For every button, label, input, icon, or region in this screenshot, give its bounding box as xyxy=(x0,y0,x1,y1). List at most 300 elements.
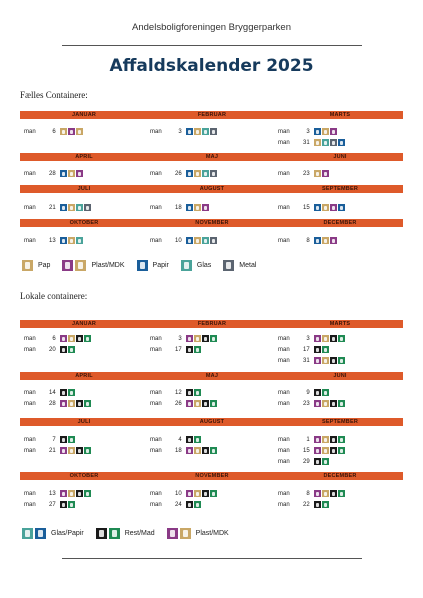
weekday: man xyxy=(278,237,290,244)
weekday: man xyxy=(278,139,290,146)
pap-icon xyxy=(194,490,201,497)
date: 3 xyxy=(306,335,310,342)
date: 9 xyxy=(306,389,310,396)
glas-papir-icon xyxy=(322,501,329,508)
plast-icon xyxy=(314,436,321,443)
date: 15 xyxy=(302,447,310,454)
pickup-entry xyxy=(24,127,84,136)
pap-icon xyxy=(68,204,75,211)
month-label: SEPTEMBER xyxy=(321,419,359,425)
glas-icon xyxy=(202,128,209,135)
shared-legend xyxy=(22,260,268,271)
date: 20 xyxy=(48,346,56,353)
date: 24 xyxy=(174,501,182,508)
rest-icon xyxy=(186,436,193,443)
plast-icon xyxy=(60,400,67,407)
pickup-entry xyxy=(150,127,218,136)
papir-icon xyxy=(60,170,67,177)
pickup-entry xyxy=(278,334,346,343)
pap-icon xyxy=(22,260,33,271)
plast-icon xyxy=(314,447,321,454)
plast-icon xyxy=(314,335,321,342)
rest-icon xyxy=(186,501,193,508)
weekday: man xyxy=(278,458,290,465)
weekday: man xyxy=(24,389,36,396)
weekday: man xyxy=(278,204,290,211)
glas-papir-icon xyxy=(338,447,345,454)
pickup-entry xyxy=(150,435,202,444)
weekday: man xyxy=(150,400,162,407)
pickup-entry xyxy=(150,236,218,245)
date: 3 xyxy=(306,128,310,135)
glas-papir-icon xyxy=(68,346,75,353)
glas-papir-icon xyxy=(338,490,345,497)
rest-icon xyxy=(76,400,83,407)
metal-icon xyxy=(84,204,91,211)
pickup-entry xyxy=(150,489,218,498)
local-band-row2 xyxy=(20,372,403,380)
legend-label: Glas/Papir xyxy=(51,530,84,537)
date: 17 xyxy=(174,346,182,353)
papir-icon xyxy=(35,528,46,539)
weekday: man xyxy=(278,357,290,364)
pickup-entry xyxy=(278,457,330,466)
papir-icon xyxy=(338,204,345,211)
weekday: man xyxy=(278,335,290,342)
date: 23 xyxy=(302,400,310,407)
pickup-entry xyxy=(278,399,346,408)
pap-icon xyxy=(76,128,83,135)
rest-icon xyxy=(314,458,321,465)
month-label: AUGUST xyxy=(199,419,225,425)
date: 6 xyxy=(52,335,56,342)
month-label: MAJ xyxy=(205,154,219,160)
pickup-entry xyxy=(278,388,330,397)
plast-icon xyxy=(167,528,178,539)
weekday: man xyxy=(278,490,290,497)
glas-papir-icon xyxy=(338,357,345,364)
legend-label: Plast/MDK xyxy=(91,262,125,269)
pap-icon xyxy=(194,128,201,135)
pickup-entry xyxy=(150,203,210,212)
plast-icon xyxy=(330,204,337,211)
metal-icon xyxy=(210,170,217,177)
bottom-divider xyxy=(62,558,362,559)
legend-label: Glas xyxy=(196,262,212,269)
month-label: JANUAR xyxy=(71,321,97,327)
metal-icon xyxy=(210,237,217,244)
weekday: man xyxy=(24,237,36,244)
glas-papir-icon xyxy=(210,400,217,407)
date: 21 xyxy=(48,447,56,454)
pickup-entry xyxy=(278,138,346,147)
month-label: JANUAR xyxy=(71,112,97,118)
weekday: man xyxy=(24,346,36,353)
org-name: Andelsboligforeningen Bryggerparken xyxy=(132,22,291,33)
papir-icon xyxy=(60,204,67,211)
month-label: JUNI xyxy=(333,373,347,379)
plast-icon xyxy=(186,335,193,342)
papir-icon xyxy=(186,237,193,244)
weekday: man xyxy=(24,447,36,454)
pap-icon xyxy=(68,335,75,342)
glas-papir-icon xyxy=(194,346,201,353)
date: 17 xyxy=(302,346,310,353)
glas-icon xyxy=(76,237,83,244)
rest-icon xyxy=(60,346,67,353)
plast-icon xyxy=(330,128,337,135)
glas-papir-icon xyxy=(68,436,75,443)
weekday: man xyxy=(24,204,36,211)
rest-icon xyxy=(330,400,337,407)
pap-icon xyxy=(322,335,329,342)
pap-icon xyxy=(180,528,191,539)
pickup-entry xyxy=(24,345,76,354)
weekday: man xyxy=(150,389,162,396)
glas-papir-icon xyxy=(322,458,329,465)
pap-icon xyxy=(194,335,201,342)
rest-icon xyxy=(330,447,337,454)
weekday: man xyxy=(24,490,36,497)
pap-icon xyxy=(194,237,201,244)
local-band-row1 xyxy=(20,320,403,328)
date: 8 xyxy=(306,490,310,497)
date: 21 xyxy=(48,204,56,211)
shared-heading: Fælles Containere: xyxy=(20,90,88,100)
month-label: MARTS xyxy=(329,321,351,327)
pap-icon xyxy=(322,128,329,135)
date: 31 xyxy=(302,357,310,364)
date: 28 xyxy=(48,170,56,177)
plast-icon xyxy=(330,237,337,244)
date: 3 xyxy=(178,335,182,342)
weekday: man xyxy=(278,128,290,135)
month-label: FEBRUAR xyxy=(197,321,227,327)
rest-icon xyxy=(60,501,67,508)
plast-icon xyxy=(60,490,67,497)
glas-papir-icon xyxy=(194,389,201,396)
rest-icon xyxy=(314,346,321,353)
page-title: Affaldskalender 2025 xyxy=(109,56,314,76)
rest-icon xyxy=(314,389,321,396)
rest-icon xyxy=(202,335,209,342)
glas-papir-icon xyxy=(194,501,201,508)
rest-icon xyxy=(330,357,337,364)
pap-icon xyxy=(322,204,329,211)
glas-papir-icon xyxy=(338,436,345,443)
shared-band-row2 xyxy=(20,153,403,161)
glas-papir-icon xyxy=(322,389,329,396)
glas-papir-icon xyxy=(68,501,75,508)
date: 13 xyxy=(48,237,56,244)
plast-icon xyxy=(314,490,321,497)
legend-label: Papir xyxy=(152,262,169,269)
metal-icon xyxy=(330,139,337,146)
month-label: OKTOBER xyxy=(69,473,99,479)
month-label: MAJ xyxy=(205,373,219,379)
plast-icon xyxy=(62,260,73,271)
pickup-entry xyxy=(24,435,76,444)
glas-papir-icon xyxy=(210,335,217,342)
papir-icon xyxy=(314,237,321,244)
plast-icon xyxy=(314,400,321,407)
shared-band-row4 xyxy=(20,219,403,227)
month-label: NOVEMBER xyxy=(195,473,229,479)
weekday: man xyxy=(150,204,162,211)
local-band-row4 xyxy=(20,472,403,480)
top-divider xyxy=(62,45,362,46)
glas-papir-icon xyxy=(84,447,91,454)
pickup-entry xyxy=(24,169,84,178)
pickup-entry xyxy=(278,127,338,136)
date: 6 xyxy=(52,128,56,135)
rest-icon xyxy=(76,490,83,497)
month-label: APRIL xyxy=(75,373,93,379)
pap-icon xyxy=(314,139,321,146)
pap-icon xyxy=(68,400,75,407)
rest-icon xyxy=(186,389,193,396)
mad-icon xyxy=(109,528,120,539)
weekday: man xyxy=(278,436,290,443)
month-label: FEBRUAR xyxy=(197,112,227,118)
pap-icon xyxy=(322,447,329,454)
rest-icon xyxy=(76,447,83,454)
local-band-row3 xyxy=(20,418,403,426)
papir-icon xyxy=(137,260,148,271)
weekday: man xyxy=(150,501,162,508)
pap-icon xyxy=(314,170,321,177)
pap-icon xyxy=(194,170,201,177)
date: 31 xyxy=(302,139,310,146)
pap-icon xyxy=(60,128,67,135)
weekday: man xyxy=(24,170,36,177)
month-label: NOVEMBER xyxy=(195,220,229,226)
weekday: man xyxy=(278,389,290,396)
papir-icon xyxy=(186,128,193,135)
rest-icon xyxy=(202,447,209,454)
date: 14 xyxy=(48,389,56,396)
glas-icon xyxy=(181,260,192,271)
rest-icon xyxy=(330,490,337,497)
weekday: man xyxy=(278,400,290,407)
pickup-entry xyxy=(278,435,346,444)
pap-icon xyxy=(75,260,86,271)
date: 18 xyxy=(174,204,182,211)
plast-icon xyxy=(60,335,67,342)
date: 29 xyxy=(302,458,310,465)
pickup-entry xyxy=(150,345,202,354)
pap-icon xyxy=(322,490,329,497)
month-label: MARTS xyxy=(329,112,351,118)
pickup-entry xyxy=(150,169,218,178)
glas-papir-icon xyxy=(210,490,217,497)
pap-icon xyxy=(194,204,201,211)
pickup-entry xyxy=(24,446,92,455)
pap-icon xyxy=(322,237,329,244)
weekday: man xyxy=(150,346,162,353)
pickup-entry xyxy=(150,446,218,455)
date: 8 xyxy=(306,237,310,244)
date: 10 xyxy=(174,490,182,497)
date: 27 xyxy=(48,501,56,508)
pickup-entry xyxy=(278,169,330,178)
papir-icon xyxy=(186,170,193,177)
plast-icon xyxy=(186,400,193,407)
date: 1 xyxy=(306,436,310,443)
month-label: JULI xyxy=(77,419,91,425)
legend-label: Plast/MDK xyxy=(195,530,229,537)
weekday: man xyxy=(150,447,162,454)
month-label: OKTOBER xyxy=(69,220,99,226)
month-label: APRIL xyxy=(75,154,93,160)
pap-icon xyxy=(68,237,75,244)
pickup-entry xyxy=(278,345,330,354)
month-label: SEPTEMBER xyxy=(321,186,359,192)
date: 10 xyxy=(174,237,182,244)
glas-papir-icon xyxy=(210,447,217,454)
pickup-entry xyxy=(278,446,346,455)
date: 28 xyxy=(48,400,56,407)
pap-icon xyxy=(194,400,201,407)
glas-papir-icon xyxy=(338,400,345,407)
weekday: man xyxy=(24,128,36,135)
metal-icon xyxy=(223,260,234,271)
glas-papir-icon xyxy=(84,400,91,407)
plast-icon xyxy=(202,204,209,211)
pickup-entry xyxy=(150,388,202,397)
pickup-entry xyxy=(278,236,338,245)
plast-icon xyxy=(186,490,193,497)
weekday: man xyxy=(150,237,162,244)
legend-label: Rest/Mad xyxy=(124,530,155,537)
papir-icon xyxy=(314,128,321,135)
pickup-entry xyxy=(150,399,218,408)
rest-icon xyxy=(60,436,67,443)
local-legend xyxy=(22,528,241,539)
weekday: man xyxy=(278,346,290,353)
shared-band-row1 xyxy=(20,111,403,119)
plast-icon xyxy=(314,357,321,364)
legend-label: Pap xyxy=(38,262,51,269)
glas-icon xyxy=(202,170,209,177)
papir-icon xyxy=(60,237,67,244)
rest-icon xyxy=(202,490,209,497)
weekday: man xyxy=(24,335,36,342)
rest-icon xyxy=(76,335,83,342)
pickup-entry xyxy=(24,236,84,245)
weekday: man xyxy=(150,335,162,342)
plast-icon xyxy=(76,170,83,177)
papir-icon xyxy=(314,204,321,211)
date: 22 xyxy=(302,501,310,508)
weekday: man xyxy=(278,501,290,508)
glas-papir-icon xyxy=(68,389,75,396)
date: 23 xyxy=(302,170,310,177)
date: 4 xyxy=(178,436,182,443)
pickup-entry xyxy=(278,500,330,509)
pap-icon xyxy=(322,357,329,364)
month-label: DECEMBER xyxy=(323,220,357,226)
weekday: man xyxy=(150,436,162,443)
weekday: man xyxy=(24,436,36,443)
weekday: man xyxy=(150,128,162,135)
month-label: AUGUST xyxy=(199,186,225,192)
month-label: JUNI xyxy=(333,154,347,160)
date: 3 xyxy=(178,128,182,135)
weekday: man xyxy=(278,447,290,454)
pap-icon xyxy=(68,447,75,454)
legend-label: Metal xyxy=(239,262,257,269)
month-label: JULI xyxy=(77,186,91,192)
pap-icon xyxy=(68,170,75,177)
weekday: man xyxy=(150,170,162,177)
glas-icon xyxy=(22,528,33,539)
date: 13 xyxy=(48,490,56,497)
pickup-entry xyxy=(24,388,76,397)
local-heading: Lokale containere: xyxy=(20,291,88,301)
plast-icon xyxy=(60,447,67,454)
pickup-entry xyxy=(150,500,202,509)
rest-icon xyxy=(202,400,209,407)
glas-papir-icon xyxy=(338,335,345,342)
date: 12 xyxy=(174,389,182,396)
pickup-entry xyxy=(24,500,76,509)
plast-icon xyxy=(322,170,329,177)
rest-icon xyxy=(60,389,67,396)
date: 15 xyxy=(302,204,310,211)
plast-icon xyxy=(68,128,75,135)
weekday: man xyxy=(150,490,162,497)
weekday: man xyxy=(24,400,36,407)
weekday: man xyxy=(278,170,290,177)
shared-band-row3 xyxy=(20,185,403,193)
date: 7 xyxy=(52,436,56,443)
metal-icon xyxy=(210,128,217,135)
date: 18 xyxy=(174,447,182,454)
glas-icon xyxy=(76,204,83,211)
plast-icon xyxy=(186,447,193,454)
rest-icon xyxy=(330,335,337,342)
rest-icon xyxy=(186,346,193,353)
glas-icon xyxy=(322,139,329,146)
pap-icon xyxy=(322,400,329,407)
glas-papir-icon xyxy=(322,346,329,353)
glas-papir-icon xyxy=(194,436,201,443)
pickup-entry xyxy=(24,399,92,408)
papir-icon xyxy=(338,139,345,146)
papir-icon xyxy=(186,204,193,211)
glas-icon xyxy=(202,237,209,244)
pickup-entry xyxy=(24,203,92,212)
pap-icon xyxy=(68,490,75,497)
rest-icon xyxy=(96,528,107,539)
pickup-entry xyxy=(24,334,92,343)
pap-icon xyxy=(194,447,201,454)
pickup-entry xyxy=(150,334,218,343)
pickup-entry xyxy=(278,356,346,365)
glas-papir-icon xyxy=(84,335,91,342)
pap-icon xyxy=(322,436,329,443)
month-label: DECEMBER xyxy=(323,473,357,479)
pickup-entry xyxy=(278,489,346,498)
date: 26 xyxy=(174,400,182,407)
rest-icon xyxy=(314,501,321,508)
pickup-entry xyxy=(24,489,92,498)
weekday: man xyxy=(24,501,36,508)
rest-icon xyxy=(330,436,337,443)
pickup-entry xyxy=(278,203,346,212)
glas-papir-icon xyxy=(84,490,91,497)
